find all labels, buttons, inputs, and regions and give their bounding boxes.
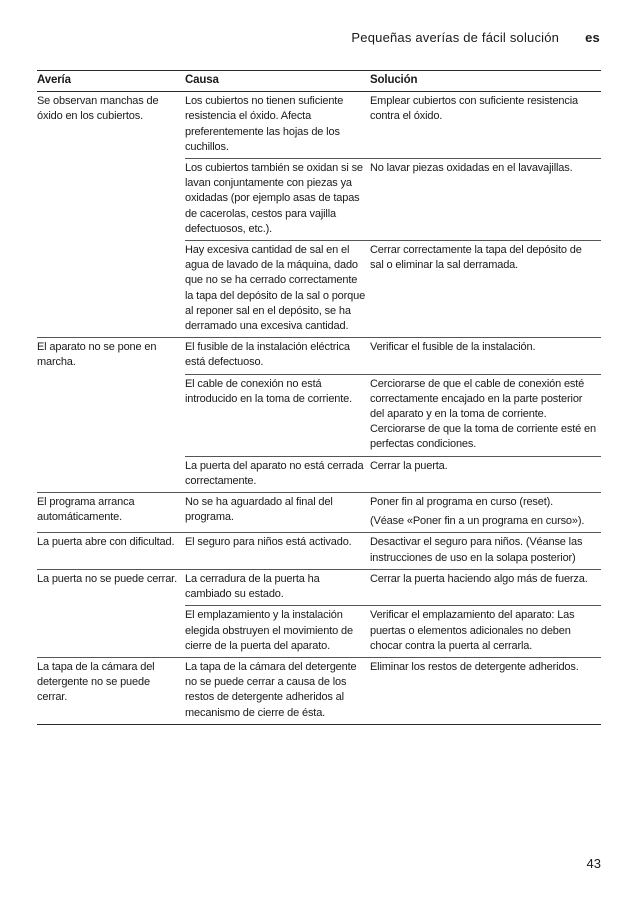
column-header-fault: Avería <box>37 71 185 92</box>
cause-cell: No se ha aguardado al final del programa. <box>185 493 370 533</box>
table-row <box>37 493 601 533</box>
fault-cell: La puerta abre con dificultad. <box>37 533 185 569</box>
cause-cell: El seguro para niños está activado. <box>185 533 370 569</box>
table-row <box>37 533 601 569</box>
table-header-row <box>37 71 601 92</box>
solution-cell: Cerrar la puerta haciendo algo más de fuerza. <box>370 569 601 605</box>
solution-cell: Emplear cubiertos con suficiente resistencia contra el óxido. <box>370 92 601 159</box>
cause-cell: La cerradura de la puerta ha cambiado su estado. <box>185 569 370 605</box>
fault-cell: El programa arranca automáticamente. <box>37 493 185 533</box>
solution-cell: Cerrar correctamente la tapa del depósito de sal o eliminar la sal derramada. <box>370 241 601 338</box>
solution-cell: No lavar piezas oxidadas en el lavavajillas. <box>370 159 601 241</box>
fault-cell: La puerta no se puede cerrar. <box>37 569 185 657</box>
column-header-cause: Causa <box>185 71 370 92</box>
troubleshooting-table <box>37 70 601 725</box>
page-number: 43 <box>586 856 601 871</box>
solution-cell: Desactivar el seguro para niños. (Véanse las instrucciones de uso en la solapa posterior) <box>370 533 601 569</box>
solution-cell: Cerciorarse de que el cable de conexión esté correctamente encajado en la parte posterior del aparato y en la toma de corriente. Cerciorarse de que la toma de corriente esté en perfectas condiciones. <box>370 374 601 456</box>
table-row <box>37 92 601 159</box>
solution-cell: Verificar el fusible de la instalación. <box>370 338 601 374</box>
fault-cell: Se observan manchas de óxido en los cubiertos. <box>37 92 185 338</box>
solution-text: Poner fin al programa en curso (reset). <box>370 496 554 509</box>
cause-cell: Hay excesiva cantidad de sal en el agua de lavado de la máquina, dado que no se ha cerrado correctamente la tapa del depósito de la sal o porque al reponer sal en el depósito, se ha derramado una excesiva cantidad. <box>185 241 370 338</box>
cause-cell: El emplazamiento y la instalación elegida obstruyen el movimiento de cierre de la puerta del aparato. <box>185 606 370 658</box>
solution-cell: Verificar el emplazamiento del aparato: Las puertas o elementos adicionales no deben chocar contra la puerta al cerrarla. <box>370 606 601 658</box>
table-row <box>37 338 601 374</box>
fault-cell: El aparato no se pone en marcha. <box>37 338 185 493</box>
solution-cell: Eliminar los restos de detergente adheridos. <box>370 657 601 724</box>
cause-cell: Los cubiertos también se oxidan si se lavan conjuntamente con piezas ya oxidadas (por ejemplo asas de tapas de cacerolas, cestos para vajilla defectuosos, etc.). <box>185 159 370 241</box>
cause-cell: La puerta del aparato no está cerrada correctamente. <box>185 456 370 492</box>
solution-cell: Cerrar la puerta. <box>370 456 601 492</box>
cause-cell: El fusible de la instalación eléctrica está defectuoso. <box>185 338 370 374</box>
cause-cell: El cable de conexión no está introducido en la toma de corriente. <box>185 374 370 456</box>
section-title: Pequeñas averías de fácil solución <box>351 30 560 45</box>
running-head <box>0 30 600 45</box>
column-header-solution: Solución <box>370 71 601 92</box>
language-code: es <box>585 30 600 45</box>
table-row <box>37 569 601 605</box>
fault-cell: La tapa de la cámara del detergente no se puede cerrar. <box>37 657 185 724</box>
table-row <box>37 657 601 724</box>
solution-cell <box>370 493 601 533</box>
cause-cell: Los cubiertos no tienen suficiente resistencia el óxido. Afecta preferentemente las hojas de los cuchillos. <box>185 92 370 159</box>
cause-cell: La tapa de la cámara del detergente no se puede cerrar a causa de los restos de detergente adheridos al mecanismo de cierre de ésta. <box>185 657 370 724</box>
solution-note: (Véase «Poner fin a un programa en curso»). <box>370 515 585 528</box>
